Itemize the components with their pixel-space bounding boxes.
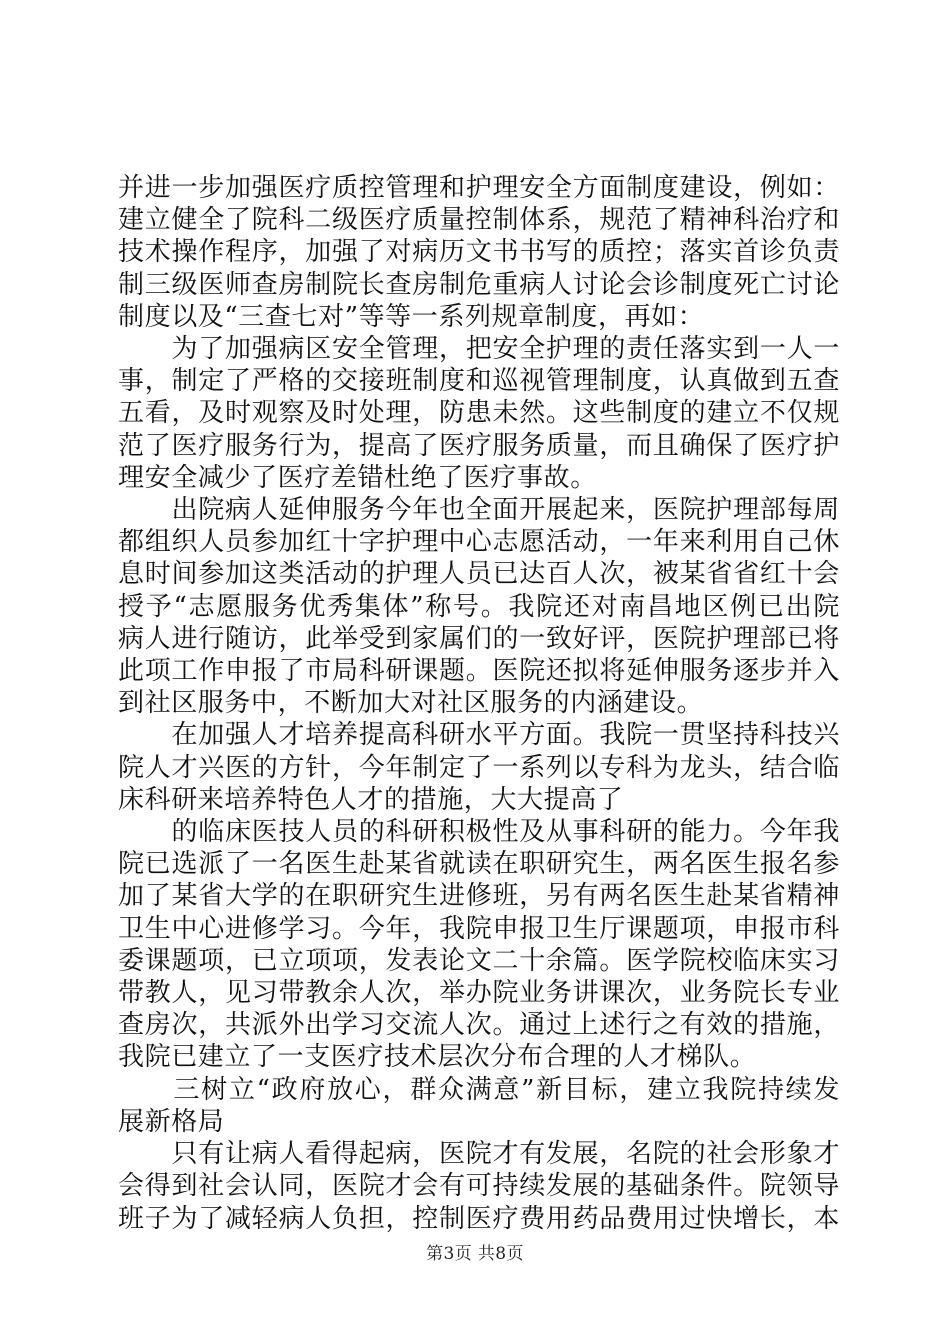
text-line: 制三级医师查房制院长查房制危重病人讨论会诊制度死亡讨论 [118, 269, 840, 300]
text-line: 卫生中心进修学习。今年，我院申报卫生厅课题项，申报市科 [118, 913, 840, 944]
text-line: 授予“志愿服务优秀集体”称号。我院还对南昌地区例已出院 [118, 591, 840, 622]
text-line: 委课题项，已立项项，发表论文二十余篇。医学院校临床实习 [118, 945, 840, 976]
text-line: 此项工作申报了市局科研课题。医院还拟将延伸服务逐步并入 [118, 656, 840, 687]
text-line: 加了某省大学的在职研究生进修班，另有两名医生赴某省精神 [118, 881, 840, 912]
paragraph-ward-safety [118, 333, 840, 494]
text-line: 只有让病人看得起病，医院才有发展，名院的社会形象才 [118, 1139, 840, 1170]
text-line: 会得到社会认同，医院才会有可持续发展的基础条件。院领导 [118, 1171, 840, 1202]
paragraph-regulations [118, 172, 840, 333]
text-line: 并进一步加强医疗质控管理和护理安全方面制度建设，例如： [118, 173, 840, 203]
text-line: 的临床医技人员的科研积极性及从事科研的能力。今年我 [118, 817, 840, 848]
text-line: 范了医疗服务行为，提高了医疗服务质量，而且确保了医疗护 [118, 430, 840, 461]
text-line: 制度以及“三查七对”等等一系列规章制度，再如： [118, 301, 705, 332]
text-line: 在加强人才培养提高科研水平方面。我院一贯坚持科技兴 [118, 720, 840, 751]
text-line: 事，制定了严格的交接班制度和巡视管理制度，认真做到五查 [118, 366, 840, 397]
text-line: 带教人，见习带教余人次，举办院业务讲课次，业务院长专业 [118, 978, 840, 1009]
document-body [118, 172, 840, 1235]
text-line: 出院病人延伸服务今年也全面开展起来，医院护理部每周 [118, 495, 840, 526]
section-heading-three [118, 1074, 840, 1138]
text-line: 到社区服务中，不断加大对社区服务的内涵建设。 [118, 688, 704, 719]
paragraph-research [118, 816, 840, 1074]
text-line: 床科研来培养特色人才的措施，大大提高了 [118, 784, 624, 815]
text-line: 班子为了减轻病人负担，控制医疗费用药品费用过快增长，本 [118, 1203, 840, 1234]
paragraph-patient-burden [118, 1138, 840, 1235]
paragraph-extended-service [118, 494, 840, 719]
text-line: 理安全减少了医疗差错杜绝了医疗事故。 [118, 462, 597, 493]
text-line: 展新格局 [118, 1106, 225, 1137]
text-line: 息时间参加这类活动的护理人员已达百人次，被某省省红十会 [118, 559, 840, 590]
paragraph-talent-training [118, 719, 840, 816]
text-line: 为了加强病区安全管理，把安全护理的责任落实到一人一 [118, 334, 840, 365]
text-line: 查房次，共派外出学习交流人次。通过上述行之有效的措施， [118, 1010, 840, 1041]
text-line: 技术操作程序，加强了对病历文书书写的质控；落实首诊负责 [118, 237, 840, 268]
page-number-footer: 第3页 共8页 [426, 1244, 524, 1264]
text-line: 三树立“政府放心，群众满意”新目标，建立我院持续发 [118, 1074, 840, 1105]
text-line: 我院已建立了一支医疗技术层次分布合理的人才梯队。 [118, 1042, 757, 1073]
text-line: 都组织人员参加红十字护理中心志愿活动，一年来利用自己休 [118, 527, 840, 558]
text-line: 院已选派了一名医生赴某省就读在职研究生，两名医生报名参 [118, 849, 840, 880]
text-line: 病人进行随访，此举受到家属们的一致好评，医院护理部已将 [118, 623, 840, 654]
text-line: 院人才兴医的方针，今年制定了一系列以专科为龙头，结合临 [118, 752, 840, 783]
text-line: 五看，及时观察及时处理，防患未然。这些制度的建立不仅规 [118, 398, 840, 429]
text-line: 建立健全了院科二级医疗质量控制体系，规范了精神科治疗和 [118, 205, 840, 236]
